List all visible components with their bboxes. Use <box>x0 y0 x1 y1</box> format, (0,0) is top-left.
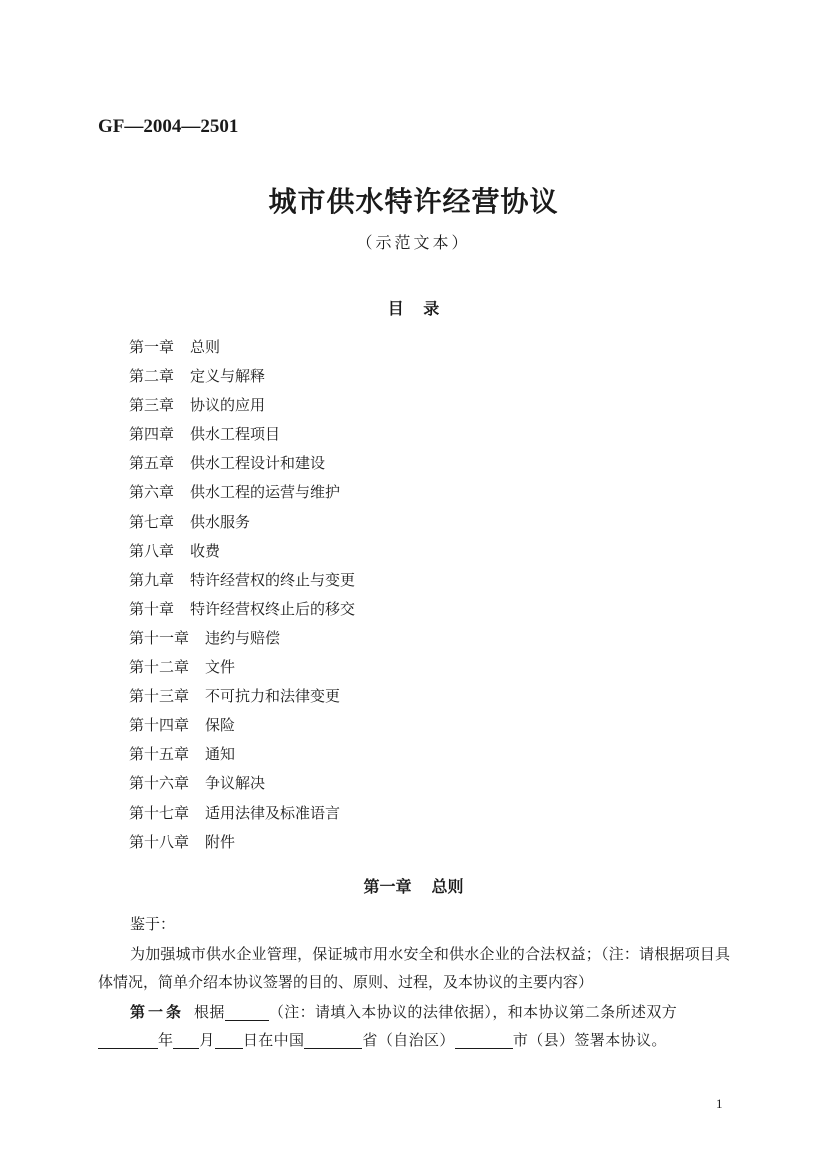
document-title: 城市供水特许经营协议 <box>268 185 559 218</box>
toc-chapter-number: 第十七章 <box>129 803 190 822</box>
toc-chapter-number: 第十四章 <box>129 716 190 735</box>
toc-item <box>129 452 355 481</box>
blank-field-month[interactable] <box>173 1030 199 1049</box>
toc-chapter-number: 第二章 <box>129 367 175 386</box>
article-text: 月 <box>199 1031 215 1049</box>
toc-chapter-title: 供水工程的运营与维护 <box>190 483 341 502</box>
toc-chapter-title: 定义与解释 <box>190 367 266 386</box>
toc-item <box>129 802 355 831</box>
toc-chapter-title: 适用法律及标准语言 <box>205 803 341 822</box>
toc-item <box>129 743 355 772</box>
table-of-contents <box>129 336 355 860</box>
whereas-paragraph: 鉴于： <box>130 915 176 933</box>
chapter-heading <box>0 874 827 897</box>
article-text: 根据 <box>194 1003 225 1021</box>
article-text: 日在中国 <box>242 1031 305 1049</box>
toc-item <box>129 598 355 627</box>
toc-item <box>129 365 355 394</box>
article-text: 年 <box>158 1031 174 1049</box>
blank-field-province[interactable] <box>304 1030 362 1049</box>
toc-chapter-number: 第一章 <box>129 338 175 356</box>
toc-chapter-number: 第十章 <box>129 599 175 618</box>
toc-chapter-number: 第七章 <box>129 512 175 531</box>
toc-chapter-title: 总则 <box>190 338 221 356</box>
toc-chapter-title: 特许经营权的终止与变更 <box>190 570 356 589</box>
toc-item <box>129 336 355 365</box>
purpose-paragraph: 为加强城市供水企业管理，保证城市用水安全和供水企业的合法权益；（注：请根据项目具体情况，简单介绍本协议签署的目的、原则、过程，及本协议的主要内容） <box>98 945 730 991</box>
toc-chapter-title: 协议的应用 <box>190 396 266 415</box>
blank-field-day[interactable] <box>215 1030 243 1049</box>
chapter-number: 第一章 <box>363 877 412 896</box>
toc-chapter-title: 附件 <box>205 832 236 851</box>
toc-chapter-number: 第五章 <box>129 454 175 473</box>
toc-chapter-number: 第三章 <box>129 396 175 415</box>
toc-item <box>129 714 355 743</box>
toc-chapter-title: 供水服务 <box>190 512 251 531</box>
toc-item <box>129 831 355 860</box>
toc-item <box>129 511 355 540</box>
toc-chapter-number: 第十三章 <box>129 687 190 706</box>
toc-chapter-title: 违约与赔偿 <box>205 628 281 647</box>
toc-chapter-number: 第十六章 <box>129 774 190 793</box>
toc-item <box>129 685 355 714</box>
toc-item <box>129 394 355 423</box>
toc-chapter-title: 供水工程设计和建设 <box>190 454 326 473</box>
toc-item <box>129 569 355 598</box>
blank-field-city[interactable] <box>455 1030 513 1049</box>
document-code: GF—2004—2501 <box>98 116 239 137</box>
toc-chapter-number: 第十五章 <box>129 745 190 764</box>
toc-chapter-number: 第九章 <box>129 570 175 589</box>
toc-chapter-title: 保险 <box>205 716 236 735</box>
blank-field-legal-basis[interactable] <box>225 1002 269 1021</box>
toc-chapter-title: 特许经营权终止后的移交 <box>190 599 356 618</box>
toc-item <box>129 481 355 510</box>
toc-chapter-title: 供水工程项目 <box>190 425 281 444</box>
document-subtitle: （示范文本） <box>356 233 471 252</box>
toc-item <box>129 656 355 685</box>
toc-heading: 目 录 <box>387 299 440 318</box>
toc-chapter-number: 第十八章 <box>129 832 190 851</box>
page-number: 1 <box>716 1096 723 1111</box>
article-number: 第一条 <box>130 1003 185 1021</box>
article-text: 市（县）签署本协议。 <box>512 1031 667 1049</box>
toc-item <box>129 627 355 656</box>
toc-chapter-number: 第十二章 <box>129 658 190 677</box>
toc-chapter-number: 第八章 <box>129 541 175 560</box>
article-1-paragraph <box>98 998 730 1054</box>
toc-chapter-title: 收费 <box>190 541 221 560</box>
toc-chapter-title: 通知 <box>205 745 236 764</box>
toc-chapter-title: 争议解决 <box>205 774 266 793</box>
toc-item <box>129 423 355 452</box>
article-text: 省（自治区） <box>362 1031 455 1049</box>
toc-item <box>129 772 355 801</box>
blank-field-year[interactable] <box>98 1030 158 1049</box>
article-text: （注：请填入本协议的法律依据），和本协议第二条所述双方 <box>268 1003 678 1021</box>
toc-item <box>129 540 355 569</box>
toc-chapter-number: 第四章 <box>129 425 175 444</box>
toc-chapter-number: 第十一章 <box>129 628 190 647</box>
toc-chapter-number: 第六章 <box>129 483 175 502</box>
toc-chapter-title: 不可抗力和法律变更 <box>205 687 341 706</box>
chapter-title: 总则 <box>431 877 464 896</box>
toc-chapter-title: 文件 <box>205 658 236 677</box>
